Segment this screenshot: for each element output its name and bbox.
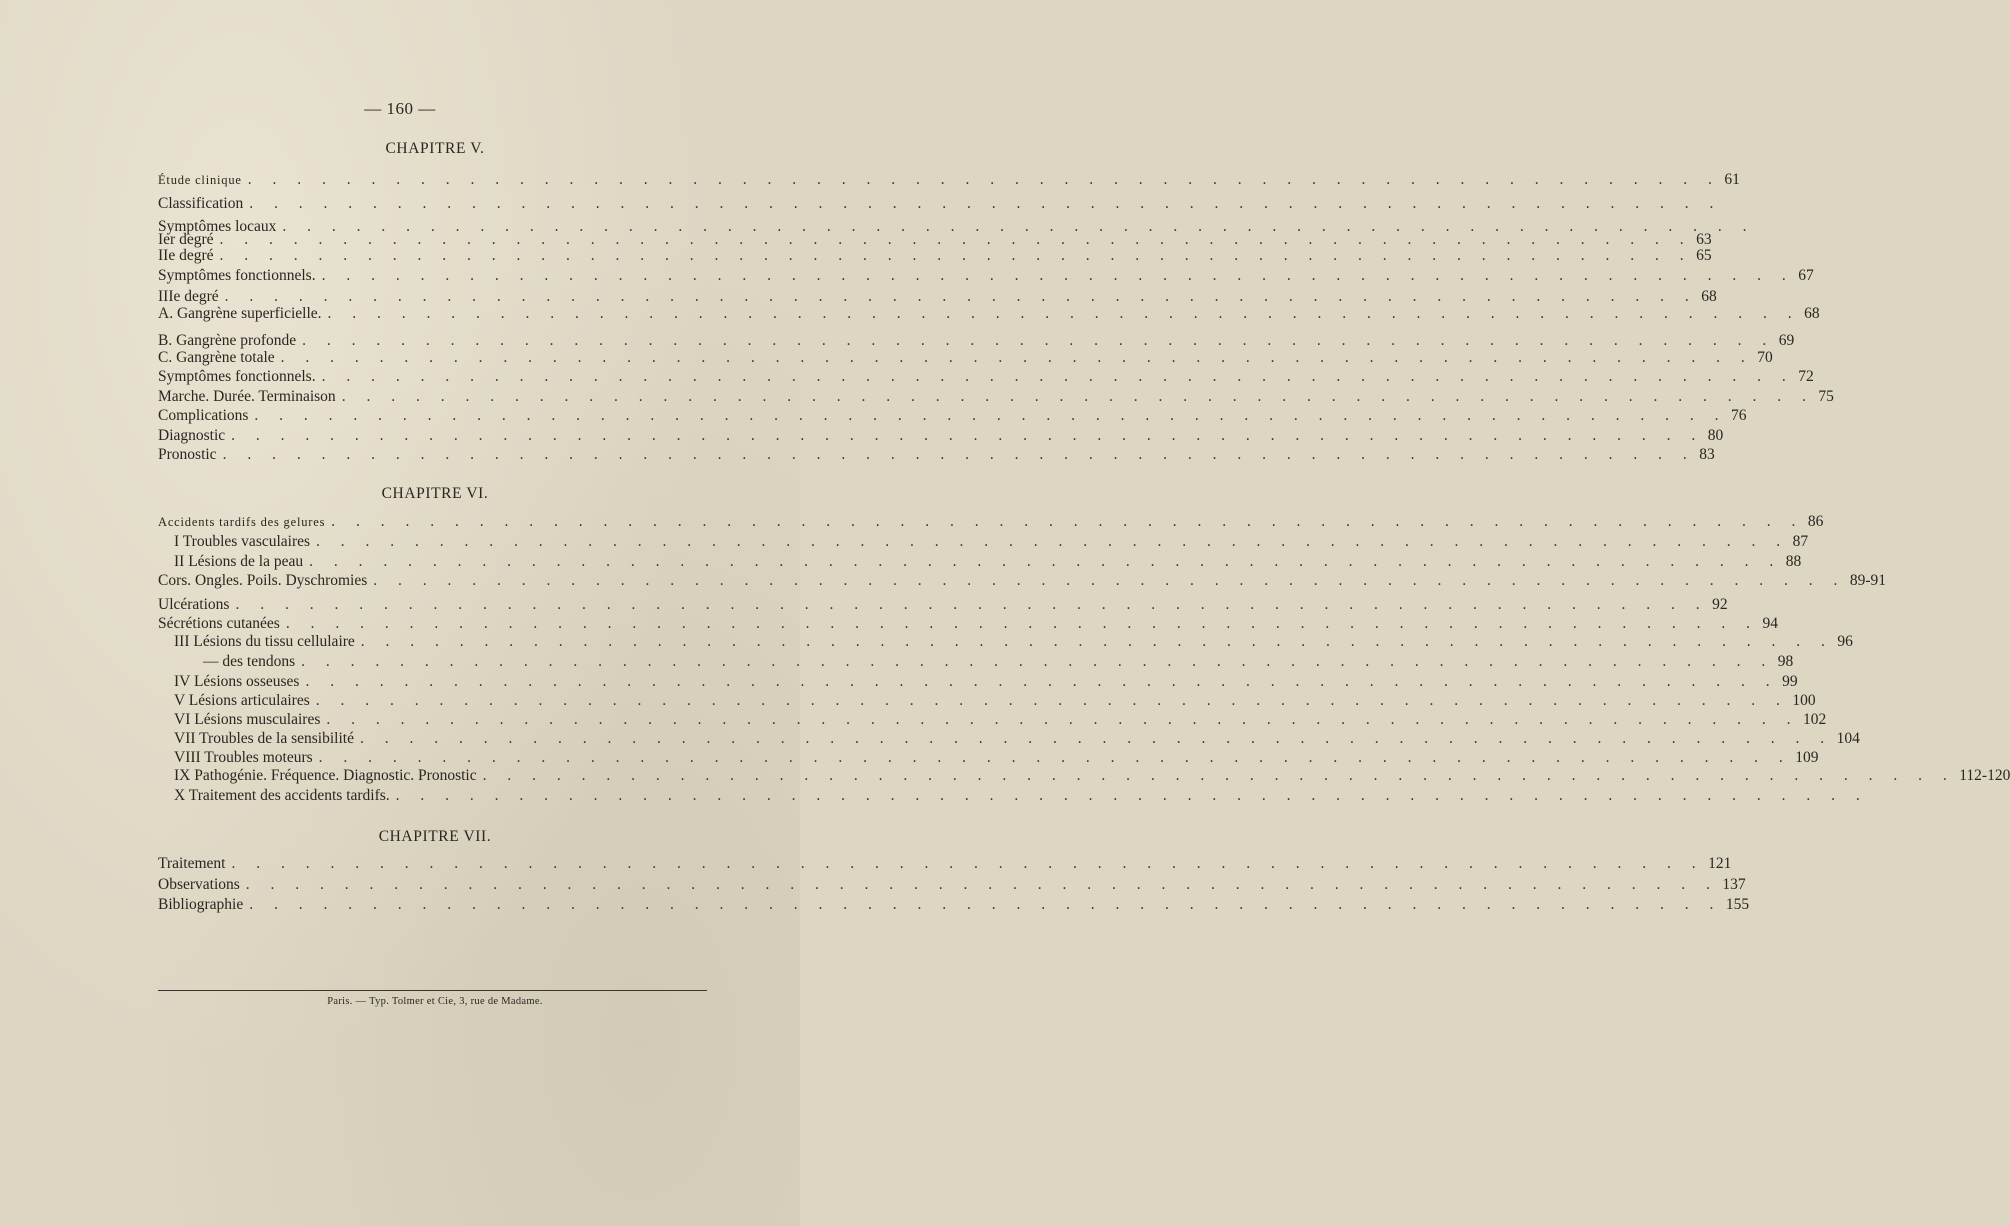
toc-entry-page: 155 <box>1725 896 1750 913</box>
toc-entry-label: Complications <box>158 407 249 424</box>
toc-entry-page: 88 <box>1785 553 1802 570</box>
toc-entry-page: 92 <box>1712 596 1728 613</box>
toc-leader: . . . . . . . . . . . . . . . . . . . . . . . . . . . . . . . . . . . . . . . . . . . . . . . . . . . . . . . . . . . . <box>309 553 1782 570</box>
toc-leader: . . . . . . . . . . . . . . . . . . . . . . . . . . . . . . . . . . . . . . . . . . . . . . . . . . . . . . . . . . . . <box>341 388 1815 405</box>
toc-leader: . . . . . . . . . . . . . . . . . . . . . . . . . . . . . . . . . . . . . . . . . . . . . . . . . . . . . . . . . . . . <box>249 896 1722 913</box>
toc-entry-page: 86 <box>1807 513 1824 530</box>
toc-entry-label: Symptômes fonctionnels. <box>158 267 316 284</box>
toc-entry-page: 94 <box>1762 615 1778 632</box>
toc-leader: . . . . . . . . . . . . . . . . . . . . . . . . . . . . . . . . . . . . . . . . . . . . . . . . . . . . . . . . . . . . <box>321 267 1795 284</box>
toc-entry-label: IX Pathogénie. Fréquence. Diagnostic. Pronostic <box>174 767 477 784</box>
toc-entry-page: 69 <box>1778 332 1795 349</box>
chapter-title: CHAPITRE V. <box>385 140 485 157</box>
toc-entry <box>158 874 1746 896</box>
toc-entry-label: IV Lésions osseuses <box>174 673 300 690</box>
toc-entry-page: 68 <box>1804 305 1820 322</box>
toc-entry-page: 96 <box>1837 633 1853 650</box>
chapter-title: CHAPITRE VI. <box>381 485 489 502</box>
toc-leader: . . . . . . . . . . . . . . . . . . . . . . . . . . . . . . . . . . . . . . . . . . . . . . . . . . . . . . . . . . . . <box>235 596 1709 613</box>
toc-entry-label: VII Troubles de la sensibilité <box>174 730 354 747</box>
toc-entry-label: I Troubles vasculaires <box>174 533 311 550</box>
toc-entry-label: V Lésions articulaires <box>174 692 310 709</box>
toc-entry <box>174 785 1869 807</box>
toc-leader: . . . . . . . . . . . . . . . . . . . . . . . . . . . . . . . . . . . . . . . . . . . . . . . . . . . . . . . . . . . . <box>219 247 1693 264</box>
toc-entry-page: 83 <box>1699 446 1715 463</box>
toc-entry-page: 76 <box>1731 407 1747 424</box>
toc-leader: . . . . . . . . . . . . . . . . . . . . . . . . . . . . . . . . . . . . . . . . . . . . . . . . . . . . . . . . . . . . <box>231 427 1704 444</box>
toc-leader: . . . . . . . . . . . . . . . . . . . . . . . . . . . . . . . . . . . . . . . . . . . . . . . . . . . . . . . . . . . . <box>482 767 1956 784</box>
toc-entry <box>158 366 1814 388</box>
toc-leader: . . . . . . . . . . . . . . . . . . . . . . . . . . . . . . . . . . . . . . . . . . . . . . . . . . . . . . . . . . . . <box>222 446 1696 463</box>
toc-leader: . . . . . . . . . . . . . . . . . . . . . . . . . . . . . . . . . . . . . . . . . . . . . . . . . . . . . . . . . . . . <box>395 787 1869 804</box>
toc-entry-label: IIe degré <box>158 247 214 264</box>
printer-imprint: Paris. — Typ. Tolmer et Cie, 3, rue de Madame. <box>327 996 543 1007</box>
toc-entry-page: 137 <box>1722 876 1746 893</box>
toc-entry <box>158 570 1887 592</box>
toc-entry <box>158 853 1732 875</box>
toc-leader: . . . . . . . . . . . . . . . . . . . . . . . . . . . . . . . . . . . . . . . . . . . . . . . . . . . . . . . . . . . . <box>359 730 1833 747</box>
toc-leader: . . . . . . . . . . . . . . . . . . . . . . . . . . . . . . . . . . . . . . . . . . . . . . . . . . . . . . . . . . . . <box>373 572 1846 589</box>
chapter-title: CHAPITRE VII. <box>378 828 492 845</box>
toc-entry-page: 61 <box>1724 171 1740 188</box>
toc-leader: . . . . . . . . . . . . . . . . . . . . . . . . . . . . . . . . . . . . . . . . . . . . . . . . . . . . . . . . . . . . <box>245 876 1719 893</box>
toc-entry-label: C. Gangrène totale <box>158 349 275 366</box>
toc-entry <box>174 631 1853 653</box>
toc-entry-page: 98 <box>1777 653 1794 670</box>
toc-leader: . . . . . . . . . . . . . . . . . . . . . . . . . . . . . . . . . . . . . . . . . . . . . . . . . . . . . . . . . . . . <box>305 673 1779 690</box>
toc-entry-label: II Lésions de la peau <box>174 553 304 570</box>
toc-leader: . . . . . . . . . . . . . . . . . . . . . . . . . . . . . . . . . . . . . . . . . . . . . . . . . . . . . . . . . . . . <box>249 195 1722 212</box>
toc-entry-label: Accidents tardifs des gelures <box>158 515 326 529</box>
toc-entry-page: 70 <box>1757 349 1773 366</box>
toc-entry-page: 68 <box>1701 288 1717 305</box>
toc-entry-label: A. Gangrène superficielle. <box>158 305 322 322</box>
toc-entry <box>174 531 1809 553</box>
toc-entry-page: 102 <box>1802 711 1827 728</box>
toc-leader: . . . . . . . . . . . . . . . . . . . . . . . . . . . . . . . . . . . . . . . . . . . . . . . . . . . . . . . . . . . . <box>302 332 1775 349</box>
toc-entry-label: Marche. Durée. Terminaison <box>158 388 336 405</box>
toc-entry-page: 109 <box>1795 749 1819 766</box>
toc-leader: . . . . . . . . . . . . . . . . . . . . . . . . . . . . . . . . . . . . . . . . . . . . . . . . . . . . . . . . . . . . <box>321 368 1795 385</box>
toc-leader: . . . . . . . . . . . . . . . . . . . . . . . . . . . . . . . . . . . . . . . . . . . . . . . . . . . . . . . . . . . . <box>316 533 1789 550</box>
toc-entry <box>158 405 1747 427</box>
toc-leader: . . . . . . . . . . . . . . . . . . . . . . . . . . . . . . . . . . . . . . . . . . . . . . . . . . . . . . . . . . . . <box>326 711 1799 728</box>
toc-entry-page: 100 <box>1792 692 1816 709</box>
toc-entry-label: Traitement <box>158 855 226 872</box>
toc-leader: . . . . . . . . . . . . . . . . . . . . . . . . . . . . . . . . . . . . . . . . . . . . . . . . . . . . . . . . . . . . <box>285 615 1759 632</box>
toc-leader: . . . . . . . . . . . . . . . . . . . . . . . . . . . . . . . . . . . . . . . . . . . . . . . . . . . . . . . . . . . . <box>282 218 1756 235</box>
toc-entry-label: Symptômes locaux <box>158 218 277 235</box>
toc-entry-page: 63 <box>1696 231 1712 248</box>
toc-entry-label: Pronostic <box>158 446 217 463</box>
toc-entry-label: Ulcérations <box>158 596 230 613</box>
toc-entry <box>158 193 1722 215</box>
toc-entry-page: 72 <box>1798 368 1814 385</box>
toc-leader: . . . . . . . . . . . . . . . . . . . . . . . . . . . . . . . . . . . . . . . . . . . . . . . . . . . . . . . . . . . . <box>327 305 1801 322</box>
toc-entry-label: Observations <box>158 876 240 893</box>
toc-entry-page: 67 <box>1798 267 1814 284</box>
toc-entry-label: Cors. Ongles. Poils. Dyschromies <box>158 572 368 589</box>
toc-leader: . . . . . . . . . . . . . . . . . . . . . . . . . . . . . . . . . . . . . . . . . . . . . . . . . . . . . . . . . . . . <box>360 633 1834 650</box>
toc-leader: . . . . . . . . . . . . . . . . . . . . . . . . . . . . . . . . . . . . . . . . . . . . . . . . . . . . . . . . . . . . <box>280 349 1754 366</box>
toc-entry-label: Classification <box>158 195 244 212</box>
toc-entry <box>158 303 1820 325</box>
toc-leader: . . . . . . . . . . . . . . . . . . . . . . . . . . . . . . . . . . . . . . . . . . . . . . . . . . . . . . . . . . . . <box>219 231 1693 248</box>
toc-entry <box>158 169 1740 191</box>
toc-entry-label: VIII Troubles moteurs <box>174 749 313 766</box>
toc-entry-label: Symptômes fonctionnels. <box>158 368 316 385</box>
toc-entry-page: 121 <box>1708 855 1732 872</box>
toc-entry-label: X Traitement des accidents tardifs. <box>174 787 390 804</box>
toc-entry-label: III Lésions du tissu cellulaire <box>174 633 355 650</box>
toc-entry <box>203 651 1794 673</box>
toc-entry-label: B. Gangrène profonde <box>158 332 297 349</box>
page-number: — 160 — <box>364 99 436 118</box>
toc-leader: . . . . . . . . . . . . . . . . . . . . . . . . . . . . . . . . . . . . . . . . . . . . . . . . . . . . . . . . . . . . <box>231 855 1705 872</box>
toc-leader: . . . . . . . . . . . . . . . . . . . . . . . . . . . . . . . . . . . . . . . . . . . . . . . . . . . . . . . . . . . . <box>224 288 1698 305</box>
toc-entry-page: 112-120 <box>1959 767 2010 784</box>
toc-entry-page: 104 <box>1836 730 1860 747</box>
footer-rule <box>158 990 707 991</box>
toc-leader: . . . . . . . . . . . . . . . . . . . . . . . . . . . . . . . . . . . . . . . . . . . . . . . . . . . . . . . . . . . . <box>315 692 1789 709</box>
toc-entry <box>158 265 1814 287</box>
toc-entry-page: 87 <box>1792 533 1809 550</box>
toc-entry-label: Ier degré <box>158 231 214 248</box>
toc-leader: . . . . . . . . . . . . . . . . . . . . . . . . . . . . . . . . . . . . . . . . . . . . . . . . . . . . . . . . . . . . <box>247 171 1721 188</box>
toc-entry <box>158 511 1824 533</box>
toc-entry <box>174 765 2010 787</box>
toc-leader: . . . . . . . . . . . . . . . . . . . . . . . . . . . . . . . . . . . . . . . . . . . . . . . . . . . . . . . . . . . . <box>254 407 1728 424</box>
toc-entry-page: 75 <box>1818 388 1834 405</box>
toc-entry-label: VI Lésions musculaires <box>174 711 321 728</box>
toc-entry-label: Diagnostic <box>158 427 226 444</box>
toc-entry-label: Bibliographie <box>158 896 244 913</box>
toc-leader: . . . . . . . . . . . . . . . . . . . . . . . . . . . . . . . . . . . . . . . . . . . . . . . . . . . . . . . . . . . . <box>301 653 1774 670</box>
toc-entry-page: 80 <box>1707 427 1724 444</box>
toc-entry <box>158 444 1715 466</box>
toc-entry-page: 65 <box>1696 247 1712 264</box>
toc-entry-label: Sécrétions cutanées <box>158 615 280 632</box>
toc-leader: . . . . . . . . . . . . . . . . . . . . . . . . . . . . . . . . . . . . . . . . . . . . . . . . . . . . . . . . . . . . <box>331 513 1804 530</box>
toc-entry-page: 99 <box>1782 673 1798 690</box>
toc-entry <box>158 894 1750 916</box>
toc-entry-label: — des tendons <box>203 653 296 670</box>
toc-entry <box>158 245 1712 267</box>
toc-entry-page: 89-91 <box>1849 572 1887 589</box>
toc-leader: . . . . . . . . . . . . . . . . . . . . . . . . . . . . . . . . . . . . . . . . . . . . . . . . . . . . . . . . . . . . <box>318 749 1792 766</box>
toc-entry-label: Étude clinique <box>158 173 242 187</box>
toc-entry-label: IIIe degré <box>158 288 219 305</box>
